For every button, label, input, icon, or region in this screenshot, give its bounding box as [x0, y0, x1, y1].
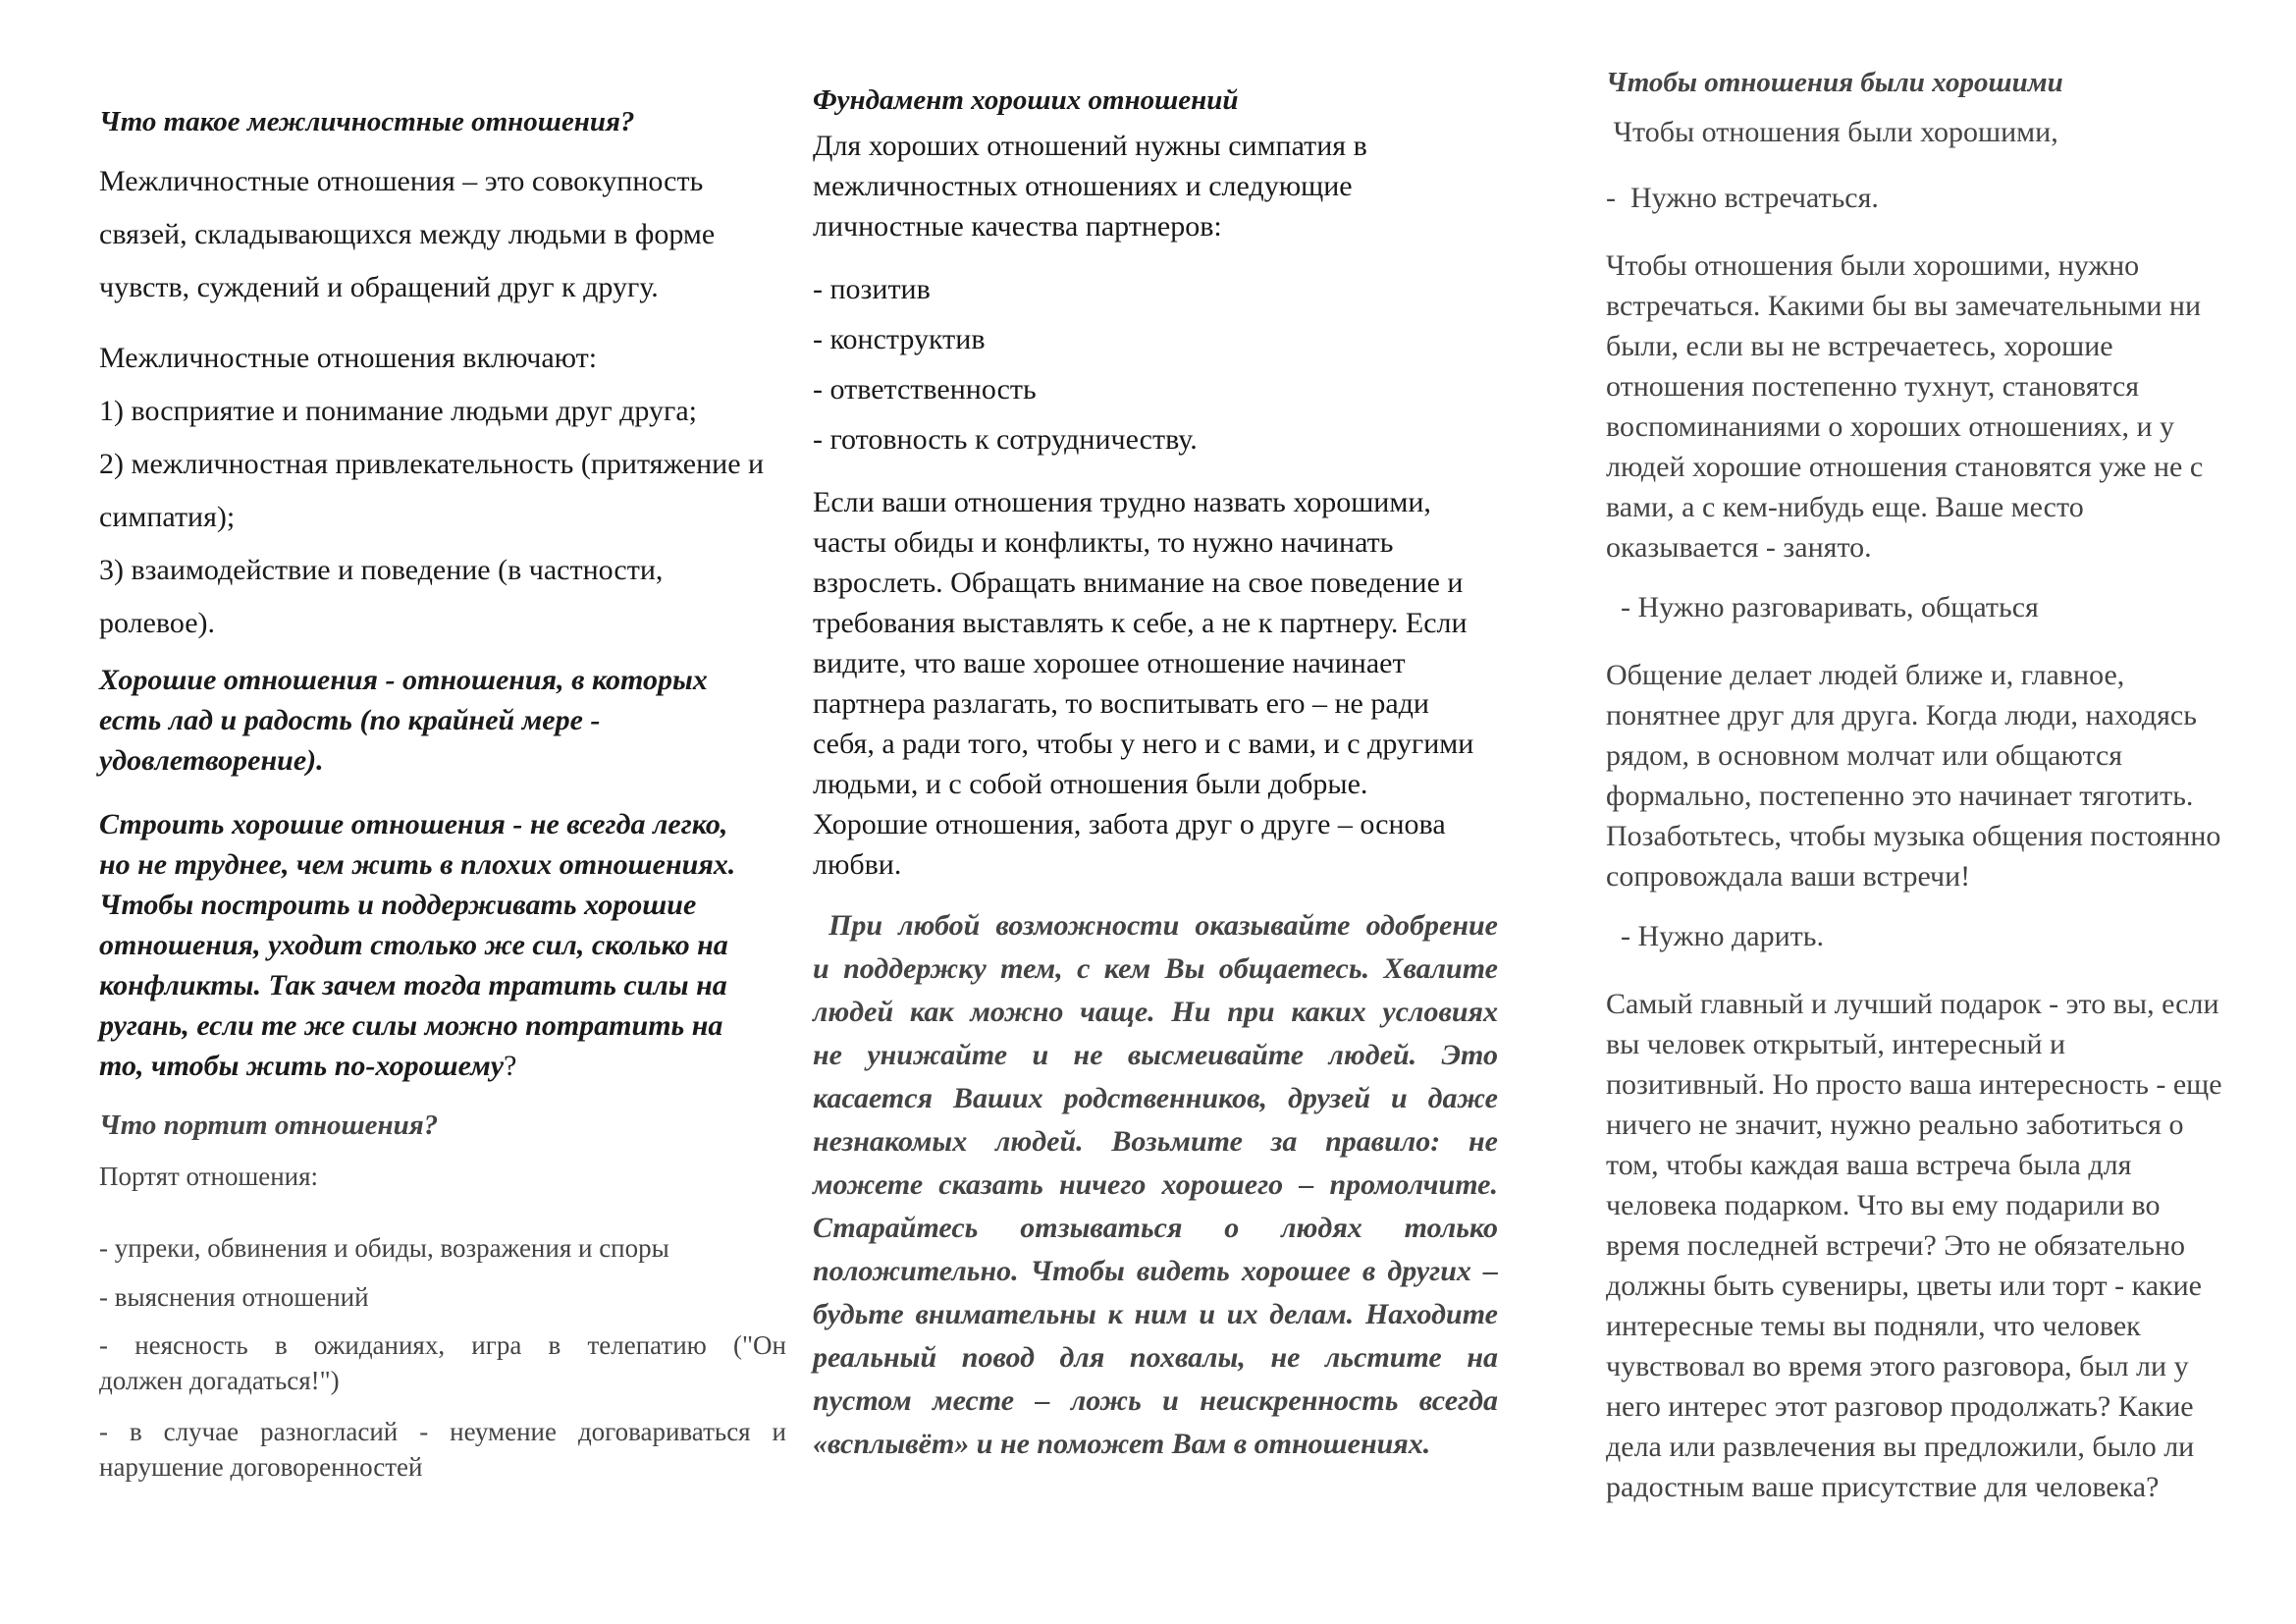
advice-line: незнакомых людей. Возьмите за правило: не — [813, 1125, 1498, 1158]
advice-line: будьте внимательны к ним и их делам. Находите — [813, 1298, 1498, 1330]
good-relations-line: есть лад и радость (по крайней мере - — [99, 704, 601, 736]
advice-line: «всплывёт» и не поможет Вам в отношениях. — [813, 1428, 1431, 1460]
building-line: ругань, если те же силы можно потратить на — [99, 1009, 723, 1042]
definition-line: Межличностные отношения – это совокупность — [99, 165, 704, 197]
foundation-line: личностные качества партнеров: — [813, 210, 1222, 243]
spoil-item: - упреки, обвинения и обиды, возражения и споры — [99, 1233, 669, 1263]
hard-line: Хорошие отношения, забота друг о друге – основа — [813, 808, 1446, 840]
gift-paragraph — [1606, 984, 2244, 1507]
includes-list — [99, 332, 786, 650]
hard-line: взрослеть. Обращать внимание на свое поведение и — [813, 567, 1464, 599]
column-right — [1606, 0, 2244, 1507]
intro-line: Чтобы отношения были хорошими, — [1606, 116, 2058, 148]
heading-what-spoils: Что портит отношения? — [99, 1110, 439, 1141]
talk-line: рядом, в основном молчат или общаются — [1606, 739, 2123, 772]
building-line: но не труднее, чем жить в плохих отношениях. — [99, 848, 736, 881]
spoil-intro: Портят отношения: — [99, 1162, 319, 1191]
advice-line: не унижайте и не высмеивайте людей. Это — [813, 1039, 1498, 1071]
good-relations-definition — [99, 660, 786, 781]
spoil-item: нарушение договоренностей — [99, 1452, 423, 1482]
foundation-intro — [813, 126, 1500, 246]
point-give: - Нужно дарить. — [1606, 920, 1824, 952]
gift-line: радостным ваше присутствие для человека? — [1606, 1471, 2160, 1503]
foundation-line: межличностных отношениях и следующие — [813, 170, 1353, 202]
definition-line: связей, складывающихся между людьми в форме — [99, 218, 716, 250]
gift-line: дела или развлечения вы предложили, было ли — [1606, 1431, 2195, 1463]
meet-line: Чтобы отношения были хорошими, нужно — [1606, 249, 2140, 282]
meet-line: вами, а с кем-нибудь еще. Ваше место — [1606, 491, 2084, 523]
quality-item: - готовность к сотрудничеству. — [813, 423, 1198, 456]
includes-item: 2) межличностная привлекательность (притяжение и — [99, 448, 765, 480]
spoil-item: - в случае разногласий - неумение договариваться и — [99, 1417, 786, 1446]
spoil-item: - неясность в ожиданиях, игра в телепатию ("Он — [99, 1330, 786, 1360]
good-relations-line: удовлетворение). — [99, 744, 324, 777]
definition-line: чувств, суждений и обращений друг к другу. — [99, 271, 659, 303]
qualities-list — [813, 264, 1500, 464]
advice-line: людей как можно чаще. Ни при каких условиях — [813, 996, 1498, 1028]
hard-line: требования выставлять к себе, а не к партнеру. Если — [813, 607, 1468, 639]
advice-line: пустом месте – ложь и неискренность всегда — [813, 1384, 1498, 1417]
gift-line: человека подарком. Что вы ему подарили во — [1606, 1189, 2161, 1221]
includes-item: симпатия); — [99, 501, 236, 533]
spoil-item: должен догадаться!") — [99, 1366, 340, 1395]
meet-paragraph — [1606, 245, 2244, 568]
definition-paragraph — [99, 155, 786, 314]
advice-line: При любой возможности оказывайте одобрение — [813, 909, 1498, 942]
talk-paragraph — [1606, 655, 2244, 896]
gift-line: ничего не значит, нужно реально заботиться о — [1606, 1109, 2184, 1141]
meet-line: воспоминаниями о хороших отношениях, и у — [1606, 410, 2175, 443]
gift-line: должны быть сувениры, цветы или торт - какие — [1606, 1270, 2202, 1302]
point-meet: - Нужно встречаться. — [1606, 182, 1879, 214]
building-line: конфликты. Так зачем тогда тратить силы на — [99, 969, 727, 1001]
good-relations-line: Хорошие отношения - отношения, в которых — [99, 664, 708, 696]
gift-line: том, чтобы каждая ваша встреча была для — [1606, 1149, 2132, 1181]
heading-what-are-relations: Что такое межличностные отношения? — [99, 106, 635, 137]
advice-line: Старайтесь отзываться о людях только — [813, 1212, 1498, 1244]
advice-line: касается Ваших родственников, друзей и даже — [813, 1082, 1498, 1114]
spoil-item: - выяснения отношений — [99, 1282, 369, 1312]
column-middle — [813, 0, 1500, 1466]
meet-line: оказывается - занято. — [1606, 531, 1872, 564]
advice-line: реальный повод для похвалы, не льстите на — [813, 1341, 1498, 1374]
building-line: отношения, уходит столько же сил, сколько на — [99, 929, 728, 961]
point-talk: - Нужно разговаривать, общаться — [1606, 591, 2039, 623]
talk-line: Позаботьтесь, чтобы музыка общения постоянно — [1606, 820, 2221, 852]
hard-line: любви. — [813, 848, 902, 881]
talk-line: понятнее друг для друга. Когда люди, находясь — [1606, 699, 2197, 731]
question-mark: ? — [504, 1050, 517, 1082]
hard-line: партнера разлагать, то воспитывать его – не ради — [813, 687, 1429, 720]
talk-line: формально, постепенно это начинает тяготить. — [1606, 780, 2194, 812]
building-relations-paragraph — [99, 804, 786, 1086]
gift-line: время последней встречи? Это не обязательно — [1606, 1229, 2185, 1262]
foundation-line: Для хороших отношений нужны симпатия в — [813, 130, 1367, 162]
advice-paragraph — [813, 904, 1498, 1466]
gift-line: позитивный. Но просто ваша интересность - еще — [1606, 1068, 2222, 1101]
advice-line: и поддержку тем, с кем Вы общаетесь. Хвалите — [813, 952, 1498, 985]
hard-relations-paragraph — [813, 482, 1500, 885]
gift-line: него интерес этот разговор продолжать? Какие — [1606, 1390, 2194, 1423]
hard-line: людьми, и с собой отношения были добрые. — [813, 768, 1368, 800]
includes-item: ролевое). — [99, 607, 216, 639]
building-line-last — [99, 1046, 786, 1086]
hard-line: часты обиды и конфликты, то нужно начинать — [813, 526, 1394, 559]
gift-line: Самый главный и лучший подарок - это вы, если — [1606, 988, 2219, 1020]
includes-intro: Межличностные отношения включают: — [99, 342, 598, 374]
building-line-text: то, чтобы жить по-хорошему — [99, 1050, 505, 1082]
hard-line: себя, а ради того, чтобы у него и с вами, и с другими — [813, 728, 1474, 760]
gift-line: интересные темы вы подняли, что человек — [1606, 1310, 2141, 1342]
heading-to-be-good: Чтобы отношения были хорошими — [1606, 67, 2063, 98]
gift-line: чувствовал во время этого разговора, был ли у — [1606, 1350, 2189, 1382]
hard-line: видите, что ваше хорошее отношение начинает — [813, 647, 1406, 679]
advice-line: можете сказать ничего хорошего – промолчите. — [813, 1168, 1498, 1201]
meet-line: встречаться. Какими бы вы замечательными ни — [1606, 290, 2202, 322]
talk-line: сопровождала ваши встречи! — [1606, 860, 1971, 893]
quality-item: - позитив — [813, 273, 931, 305]
talk-line: Общение делает людей ближе и, главное, — [1606, 659, 2125, 691]
building-line: Чтобы построить и поддерживать хорошие — [99, 889, 697, 921]
column-left — [99, 0, 786, 1487]
gift-line: вы человек открытый, интересный и — [1606, 1028, 2066, 1060]
meet-line: отношения постепенно тухнут, становятся — [1606, 370, 2140, 403]
hard-line: Если ваши отношения трудно назвать хорошими, — [813, 486, 1431, 518]
includes-item: 3) взаимодействие и поведение (в частности, — [99, 554, 664, 586]
building-line: Строить хорошие отношения - не всегда легко, — [99, 808, 728, 840]
quality-item: - ответственность — [813, 373, 1037, 406]
spoil-list — [99, 1151, 786, 1487]
quality-item: - конструктив — [813, 323, 986, 355]
heading-foundation: Фундамент хороших отношений — [813, 84, 1239, 116]
includes-item: 1) восприятие и понимание людьми друг друга; — [99, 395, 697, 427]
meet-line: людей хорошие отношения становятся уже не с — [1606, 451, 2204, 483]
meet-line: были, если вы не встречаетесь, хорошие — [1606, 330, 2113, 362]
advice-line: положительно. Чтобы видеть хорошее в других – — [813, 1255, 1498, 1287]
